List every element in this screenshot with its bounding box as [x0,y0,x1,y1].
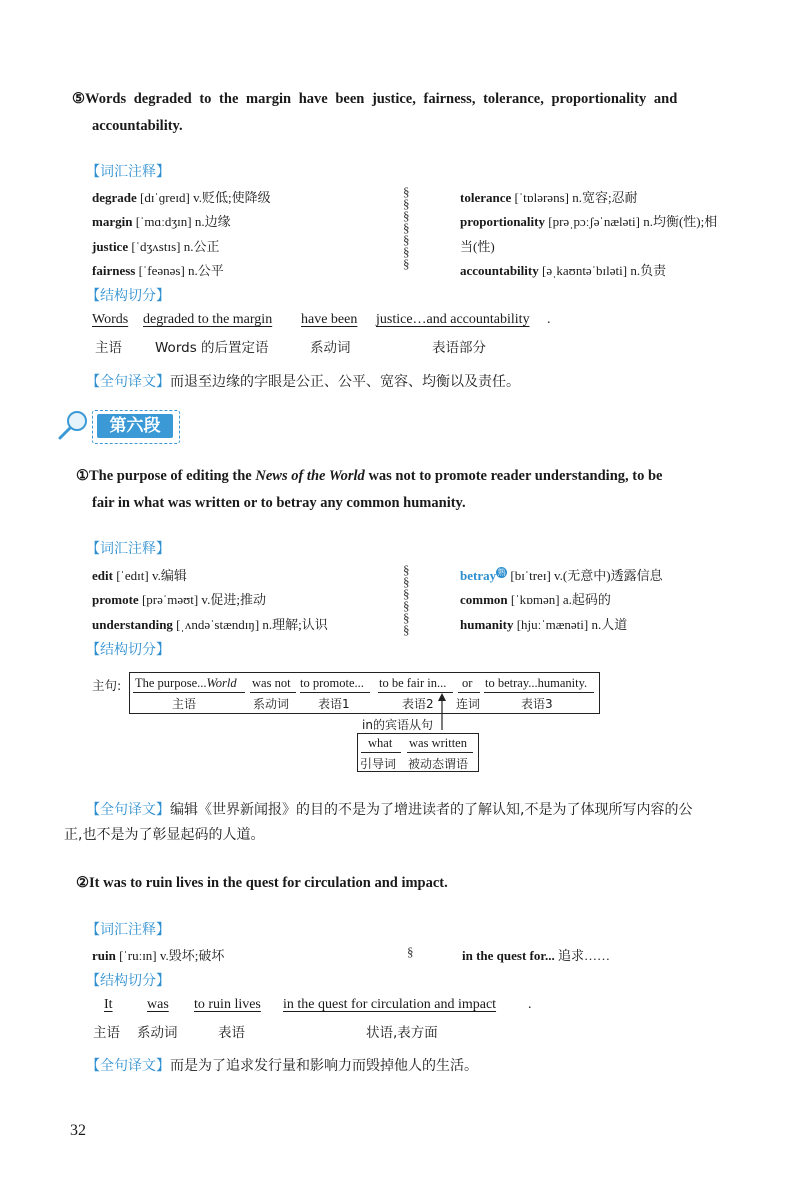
sentence-5 [72,86,752,113]
cell-linking-verb: was not [252,676,291,690]
translation: 【全句译文】而退至边缘的字眼是公正、公平、宽容、均衡以及责任。 [86,374,520,390]
cell-predicative-3: to betray...humanity. [485,676,588,690]
role-label: 表语部分 [432,340,486,356]
sentence-text: Words degraded to the margin have been justice, fairness, tolerance, proportionality and [85,91,678,107]
sentence-2: ②It was to ruin lives in the quest for circulation and impact. [76,875,448,891]
role-label: 表语2 [402,697,434,711]
sentence-number: ② [76,875,89,891]
cell-introducer: what [368,736,393,750]
subclause-label: in的宾语从句 [362,718,433,732]
segment-subject: Words [92,312,129,327]
cell-subject: The purpose...World [135,676,237,690]
role-label: 主语 [172,697,197,711]
role-label: 系动词 [253,697,290,711]
vocab-entry: common [ˈkɒmən] a.起码的 [460,592,611,607]
sentence-5-cont: accountability. [92,118,183,134]
vocab-entry: accountability [əˌkaʊntəˈbɪləti] n.负责 [460,263,667,278]
newspaper-title: News of the World [255,468,365,484]
translation: 【全句译文】而是为了追求发行量和影响力而毁掉他人的生活。 [86,1058,478,1074]
role-label: 被动态谓语 [408,757,469,771]
sentence-1: ①The purpose of editing the News of the World was not to promote reader understanding, to be [76,468,663,484]
segment-modifier: degraded to the margin [143,312,273,327]
sentence-number: ① [76,468,89,484]
vocab-entry: understanding [ˌʌndəˈstændɪŋ] n.理解;认识 [92,617,328,632]
segment-period: . [547,312,551,327]
vocab-entry: fairness [ˈfeənəs] n.公平 [92,263,224,278]
sentence-1-cont: fair in what was written or to betray any common humanity. [92,495,466,511]
cell-predicative-2: to be fair in... [379,676,447,690]
vocab-entry: ruin [ˈruːɪn] v.毁坏;破坏 [92,948,225,963]
sentence-number: ⑤ [72,91,85,107]
role-label: 表语1 [318,697,350,711]
translation: 【全句译文】编辑《世界新闻报》的目的不是为了增进读者的了解认知,不是为了体现所写内容的公 [86,802,693,818]
vocab-entry: tolerance [ˈtɒlərəns] n.宽容;忍耐 [460,190,638,205]
familiar-badge: 熟 [497,567,506,577]
vocab-entry: humanity [hjuːˈmænəti] n.人道 [460,617,628,632]
structure-label: 【结构切分】 [86,288,170,304]
cell-predicative-1: to promote... [300,676,364,690]
role-label: 引导词 [360,757,397,771]
vocab-label: 【词汇注释】 [86,164,170,180]
segment-predicative: to ruin lives [194,997,261,1012]
vocab-entry: proportionality [prəˌpɔːʃəˈnæləti] n.均衡(性);相 [460,214,718,229]
role-label: 连词 [456,697,481,711]
segment-linking-verb: have been [301,312,358,327]
vocab-label: 【词汇注释】 [86,922,170,938]
vocab-entry-cont: 当(性) [460,239,495,254]
role-label: 表语3 [521,697,553,711]
role-label: 主语 [95,340,122,356]
vocab-entry: edit [ˈedɪt] v.编辑 [92,568,187,583]
cell-conjunction: or [462,676,473,690]
structure-label: 【结构切分】 [86,973,170,989]
segment-subject: It [104,997,113,1012]
vocab-entry: betray 熟 [bɪˈtreɪ] v.(无意中)透露信息 [460,567,663,583]
vocab-label: 【词汇注释】 [86,541,170,557]
cell-passive-predicate: was written [409,736,467,750]
role-label: 系动词 [310,340,351,356]
vocab-entry: degrade [dɪˈɡreɪd] v.贬低;使降级 [92,190,271,205]
segment-linking-verb: was [147,997,169,1012]
divider-squiggle: § § § § § § § [403,184,410,271]
role-label: 状语,表方面 [366,1025,438,1041]
vocab-entry: in the quest for... 追求…… [462,948,610,963]
main-clause-label: 主句: [92,678,122,693]
divider-squiggle: § [407,944,414,959]
vocab-entry: promote [prəˈməʊt] v.促进;推动 [92,592,266,607]
arrow-up-icon [436,692,448,730]
page-number: 32 [70,1122,86,1139]
role-label: 系动词 [137,1025,178,1041]
role-label: Words 的后置定语 [155,340,269,356]
divider-squiggle: § § § § § § [403,562,410,637]
magnifier-icon [55,407,91,443]
section-heading [92,410,180,444]
segment-adverbial: in the quest for circulation and impact [283,997,497,1012]
role-label: 表语 [218,1025,245,1041]
vocab-entry: margin [ˈmɑːdʒɪn] n.边缘 [92,214,231,229]
translation-cont: 正,也不是为了彰显起码的人道。 [64,827,265,843]
role-label: 主语 [93,1025,120,1041]
vocab-entry: justice [ˈdʒʌstɪs] n.公正 [92,239,220,254]
structure-label: 【结构切分】 [86,642,170,658]
segment-predicative: justice…and accountability [376,312,530,327]
section-title: 第六段 [97,414,173,438]
segment-period: . [528,997,532,1012]
